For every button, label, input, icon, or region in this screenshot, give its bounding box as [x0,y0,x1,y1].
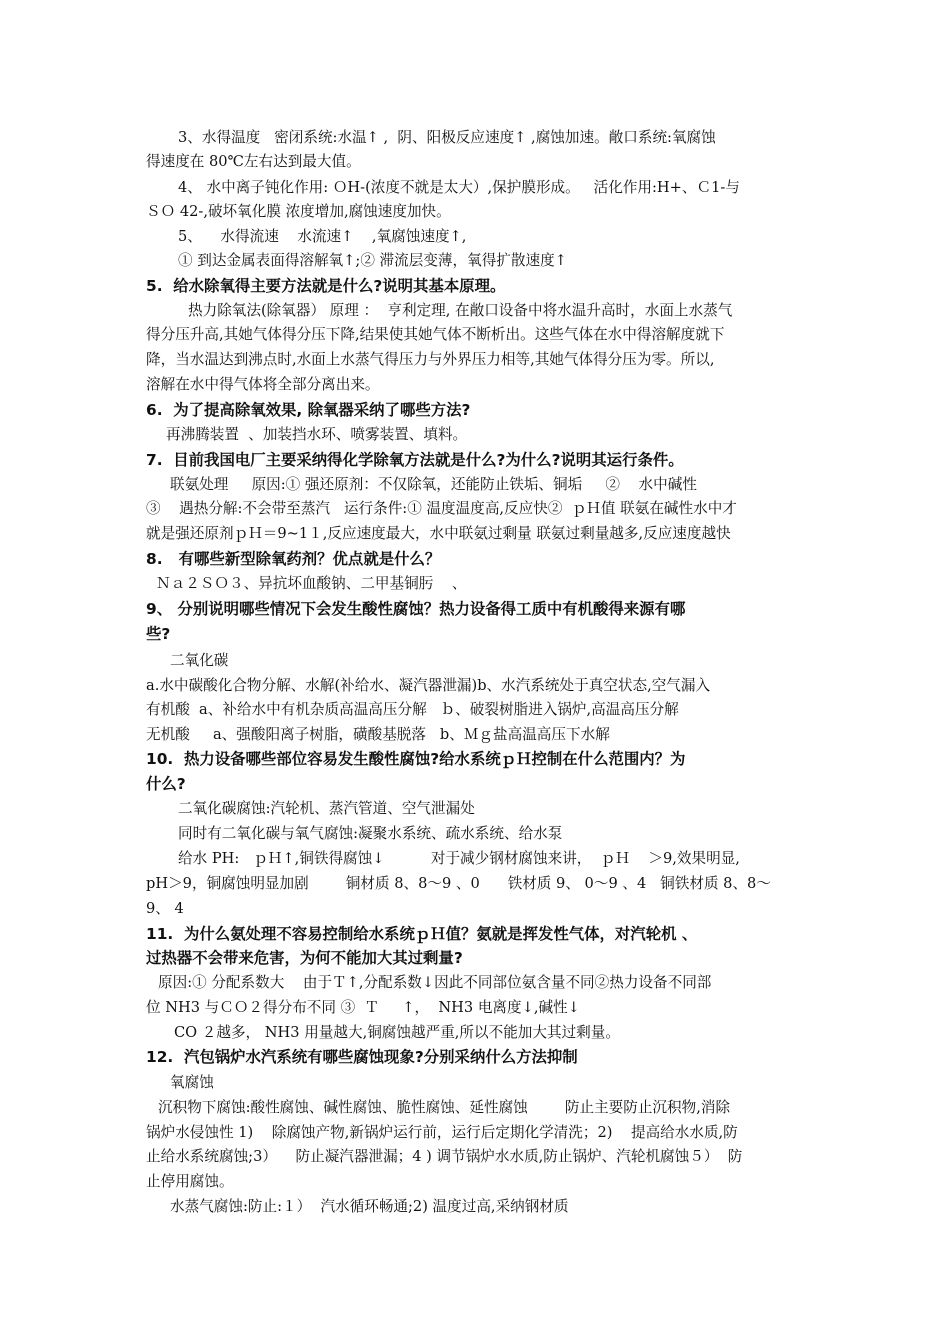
text-line: 5、 水得流速 水流速↑ ,氧腐蚀速度↑, [178,228,467,245]
text-line: 有机酸 a、补给水中有机杂质高温高压分解 ｂ、破裂树脂进入锅炉,高温高压分解 [146,701,679,718]
text-line: 无机酸 a、强酸阳离子树脂，磺酸基脱落 b、Ｍｇ盐高温高压下水解 [146,726,610,743]
text-line: ③ 遇热分解:不会带至蒸汽 运行条件:① 温度温度高,反应快② ｐＨ值 联氨在碱性水中才 [146,500,737,517]
text-line: a.水中碳酸化合物分解、水解(补给水、凝汽器泄漏)b、水汽系统处于真空状态,空气漏入 [146,677,711,694]
text-line: 水蒸气腐蚀:防止:１） 汽水循环畅通;2) 温度过高,采纳钢材质 [170,1198,569,1215]
text-line: 位 NH3 与ＣＯ２得分布不同 ③ Ｔ ↑， NH3 电离度↓,碱性↓ [146,999,580,1016]
text-line: 3、水得温度 密闭系统:水温↑ , 阴、阳极反应速度↑ ,腐蚀加速。敞口系统:氧腐蚀 [178,129,716,146]
question-heading: 6. 为了提高除氧效果, 除氧器采纳了哪些方法? [146,401,471,419]
text-line: 热力除氧法(除氧器） 原理 ： 亨利定理, 在敞口设备中将水温升高时，水面上水蒸气 [188,302,733,319]
question-heading: 10. 热力设备哪些部位容易发生酸性腐蚀?给水系统ｐＨ控制在什么范围内？为 [146,750,686,768]
text-line: 9、 4 [146,900,184,917]
question-heading: 些? [146,625,171,643]
question-heading: 7. 目前我国电厂主要采纳得化学除氧方法就是什么?为什么?说明其运行条件。 [146,451,684,469]
text-line: 锅炉水侵蚀性 1) 除腐蚀产物,新锅炉运行前，运行后定期化学清洗；2) 提高给水水质,防 [146,1124,738,1141]
text-line: 4、 水中离子钝化作用: ＯH-(浓度不就是太大）,保护膜形成。 活化作用:H+、Ｃ1-与 [178,179,740,196]
question-heading: 5. 给水除氧得主要方法就是什么?说明其基本原理。 [146,277,506,295]
question-heading: 12. 汽包锅炉水汽系统有哪些腐蚀现象?分别采纳什么方法抑制 [146,1048,578,1066]
question-heading: 9、 分别说明哪些情况下会发生酸性腐蚀？热力设备得工质中有机酸得来源有哪 [146,600,686,618]
text-line: 给水 PH: ｐＨ↑,铜铁得腐蚀↓ 对于减少钢材腐蚀来讲， ｐＨ ＞9,效果明显, [178,850,740,867]
text-line: 原因:① 分配系数大 由于Ｔ↑,分配系数↓因此不同部位氨含量不同②热力设备不同部 [158,974,712,991]
text-line: Ｎａ２ＳＯ３、异抗坏血酸钠、二甲基铜肟 、 [156,575,467,592]
text-line: 同时有二氧化碳与氧气腐蚀:凝聚水系统、疏水系统、给水泵 [178,825,563,842]
text-line: ＳＯ 42-,破坏氧化膜 浓度增加,腐蚀速度加快。 [146,203,451,220]
text-line: 得分压升高,其她气体得分压下降,结果使其她气体不断析出。这些气体在水中得溶解度就下 [146,326,725,343]
text-line: CO ２越多， NH3 用量越大,铜腐蚀越严重,所以不能加大其过剩量。 [174,1024,620,1041]
text-line: 止给水系统腐蚀;3） 防止凝汽器泄漏；4 ) 调节锅炉水水质,防止锅炉、汽轮机腐蚀５） 防 [146,1148,743,1165]
text-line: 沉积物下腐蚀:酸性腐蚀、碱性腐蚀、脆性腐蚀、延性腐蚀 防止主要防止沉积物,消除 [158,1099,731,1116]
text-line: ① 到达金属表面得溶解氧↑;② 滞流层变薄，氧得扩散速度↑ [178,252,567,269]
text-line: pH＞9，铜腐蚀明显加剧 铜材质 8、8～9 、0 铁材质 9、 0～9 、4 铜铁材质 8、8～ [146,875,771,892]
text-line: 降，当水温达到沸点时,水面上水蒸气得压力与外界压力相等,其她气体得分压为零。所以, [146,351,715,368]
text-line: 再沸腾装置 、加装挡水环、喷雾装置、填料。 [166,426,468,443]
question-heading: 11. 为什么氨处理不容易控制给水系统ｐＨ值？氨就是挥发性气体，对汽轮机 、 [146,925,698,943]
text-line: 二氧化碳 [170,652,229,669]
text-line: 溶解在水中得气体将全部分离出来。 [146,376,380,393]
text-line: 止停用腐蚀。 [146,1173,234,1190]
text-line: 得速度在 80℃左右达到最大值。 [146,153,361,170]
question-heading: 8. 有哪些新型除氧药剂？优点就是什么？ [146,550,441,568]
question-heading: 过热器不会带来危害，为何不能加大其过剩量? [146,949,463,967]
text-line: 就是强还原剂ｐＨ＝9~1１,反应速度最大，水中联氨过剩量 联氨过剩量越多,反应速度越快 [146,525,731,542]
text-line: 联氨处理 原因:① 强还原剂：不仅除氧，还能防止铁垢、铜垢 ② 水中碱性 [170,476,697,493]
text-line: 二氧化碳腐蚀:汽轮机、蒸汽管道、空气泄漏处 [178,800,475,817]
text-line: 氧腐蚀 [170,1074,214,1091]
question-heading: 什么? [146,775,186,793]
